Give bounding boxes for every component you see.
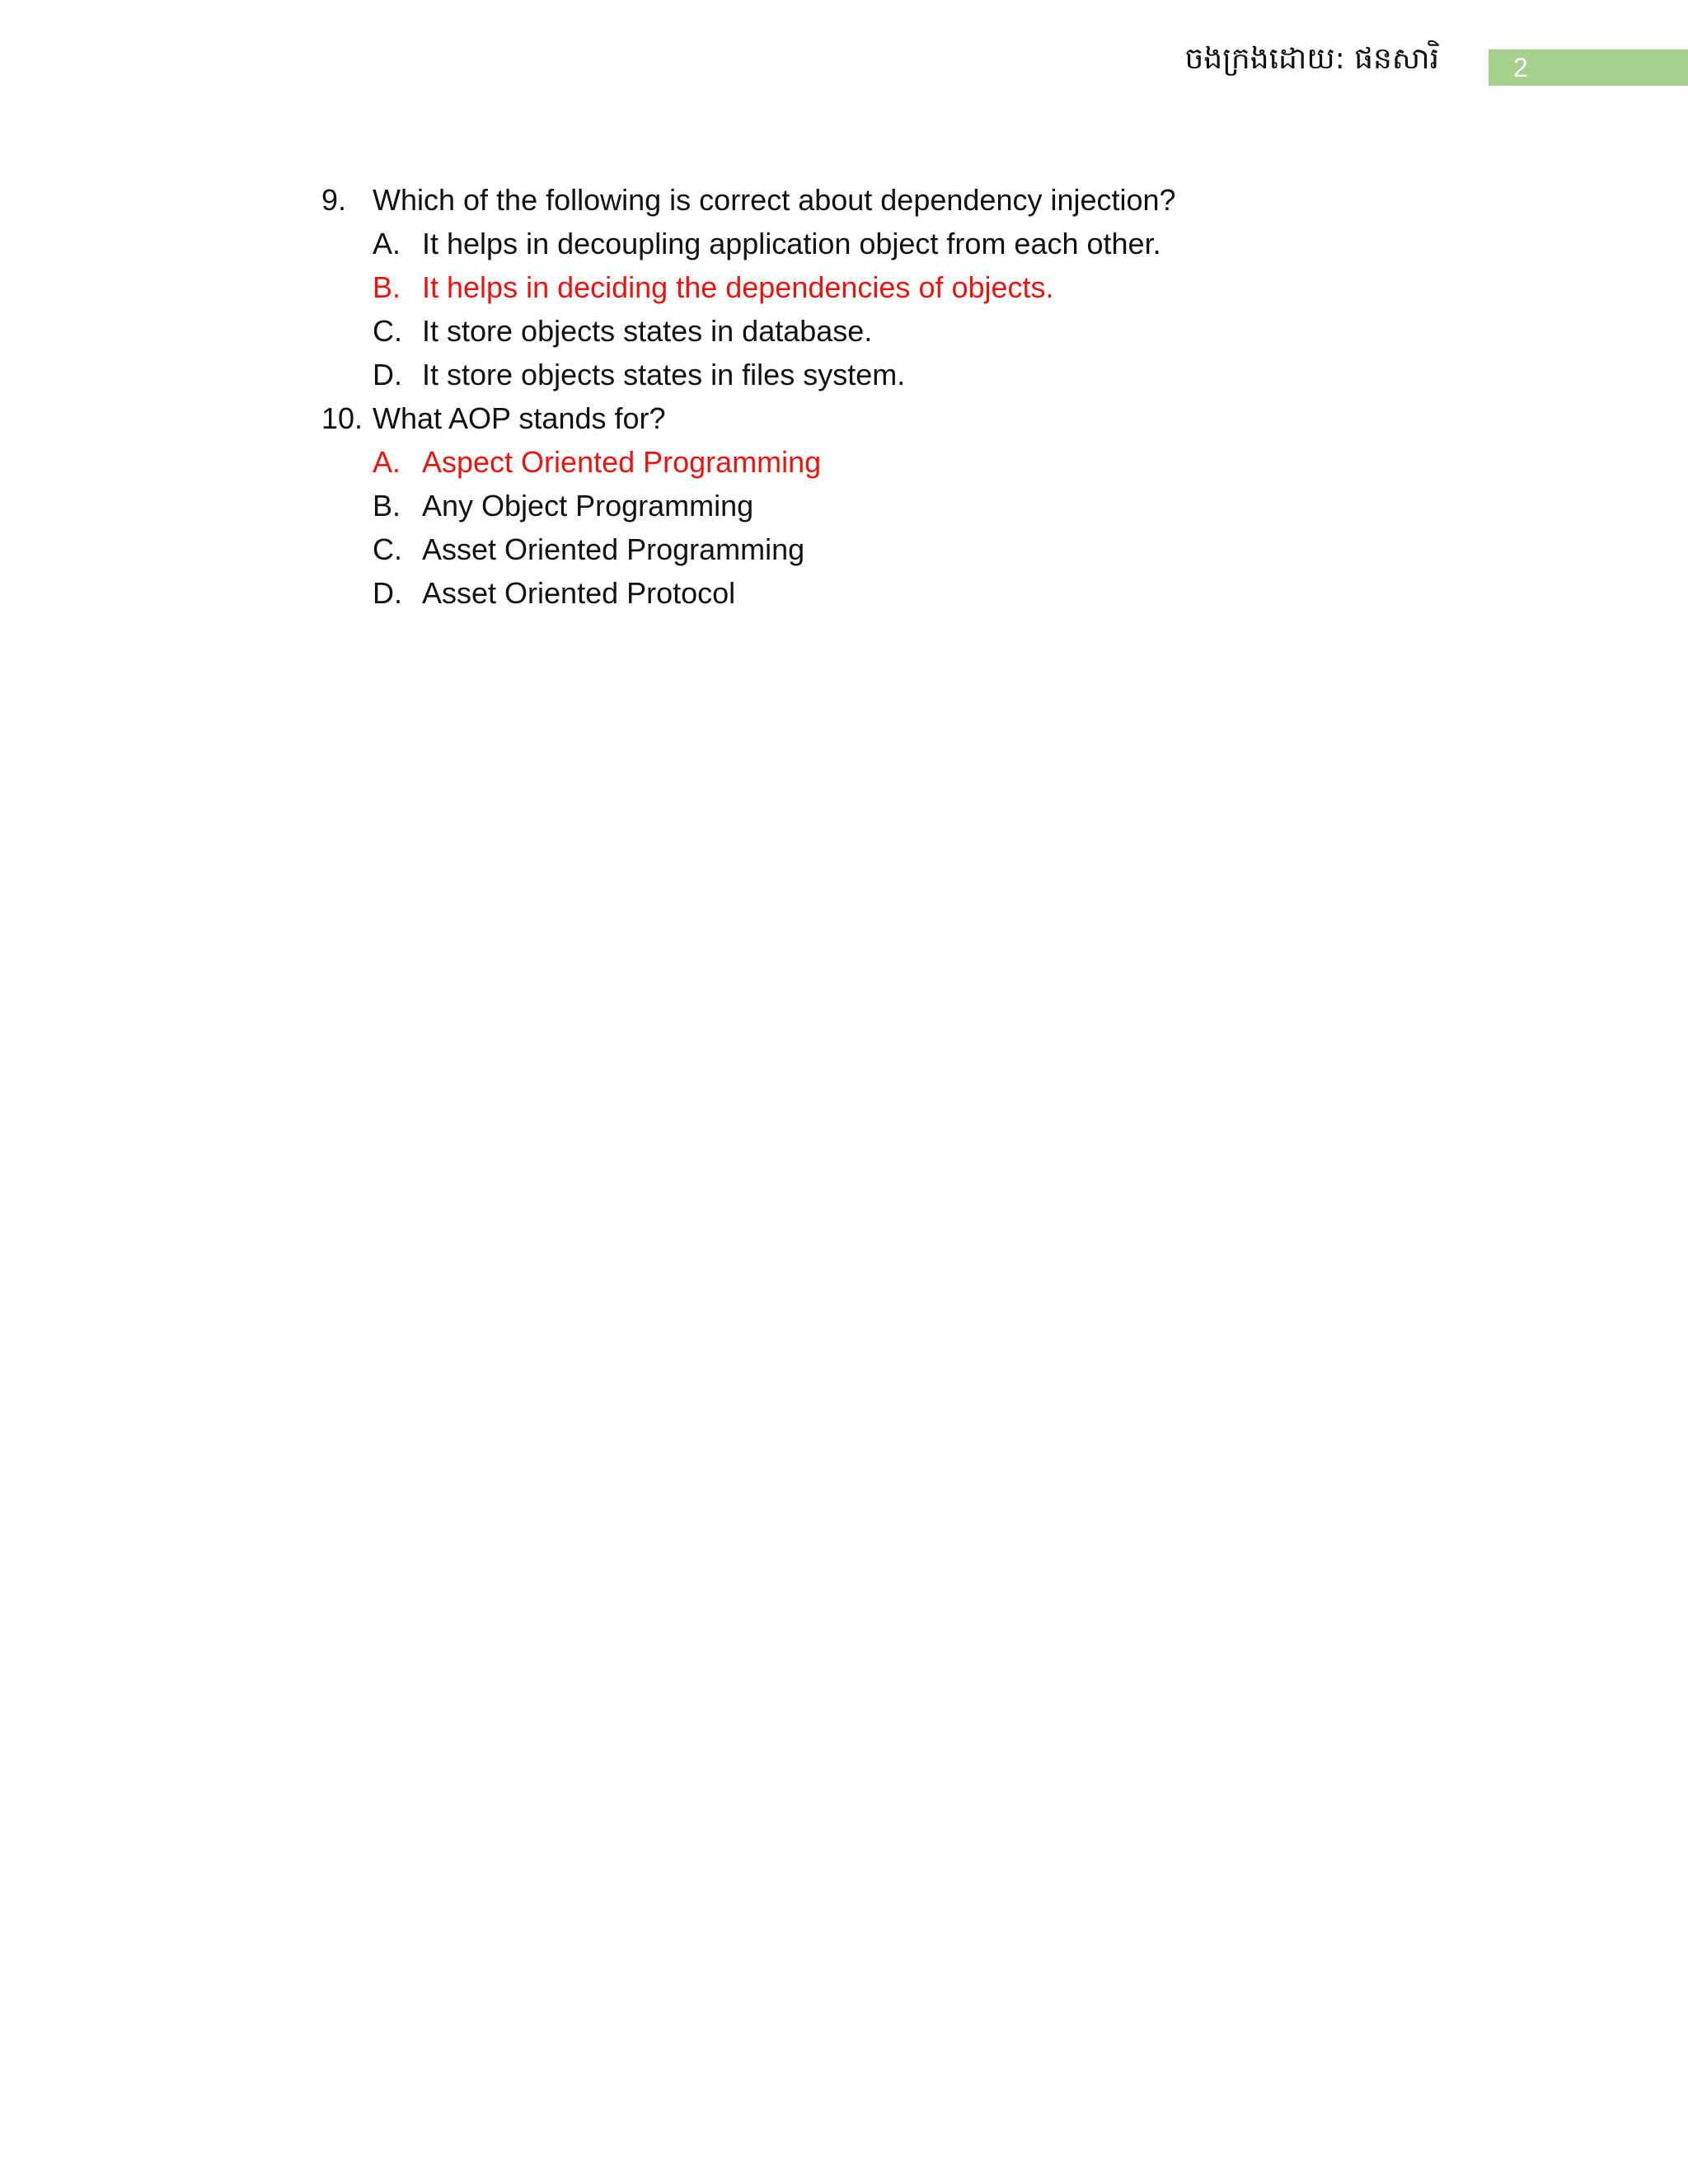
question-number: 9. xyxy=(321,183,347,217)
option-letter: C. xyxy=(373,532,402,566)
question-line xyxy=(321,396,1393,440)
option-c xyxy=(321,309,1393,353)
question-number: 10. xyxy=(321,401,363,435)
page-number: 2 xyxy=(1513,53,1528,82)
option-text: Any Object Programming xyxy=(422,489,754,523)
question-10 xyxy=(321,396,1393,615)
question-9 xyxy=(321,178,1393,396)
option-letter: B. xyxy=(373,489,401,523)
option-text: Asset Oriented Protocol xyxy=(422,576,736,610)
question-text: What AOP stands for? xyxy=(373,401,666,435)
question-list xyxy=(321,178,1393,615)
option-text: It helps in decoupling application object from each other. xyxy=(422,227,1161,260)
option-b-correct xyxy=(321,265,1393,309)
option-c xyxy=(321,527,1393,571)
option-letter: A. xyxy=(373,227,401,260)
option-text: Aspect Oriented Programming xyxy=(422,445,822,479)
option-text: It helps in deciding the dependencies of objects. xyxy=(422,270,1054,304)
option-d xyxy=(321,353,1393,396)
option-letter: A. xyxy=(373,445,401,479)
option-b xyxy=(321,484,1393,527)
option-letter: B. xyxy=(373,270,401,304)
question-line xyxy=(321,178,1393,222)
option-letter: D. xyxy=(373,576,402,610)
option-a xyxy=(321,222,1393,265)
option-a-correct xyxy=(321,440,1393,484)
header-author: ចងក្រងដោយ: ផនសារិ xyxy=(1184,42,1439,76)
option-letter: C. xyxy=(373,314,402,348)
page-number-bar xyxy=(1489,49,1688,86)
option-text: It store objects states in database. xyxy=(422,314,873,348)
question-text: Which of the following is correct about dependency injection? xyxy=(373,183,1176,217)
option-letter: D. xyxy=(373,358,402,391)
option-text: It store objects states in files system. xyxy=(422,358,906,391)
option-text: Asset Oriented Programming xyxy=(422,532,805,566)
option-d xyxy=(321,571,1393,615)
